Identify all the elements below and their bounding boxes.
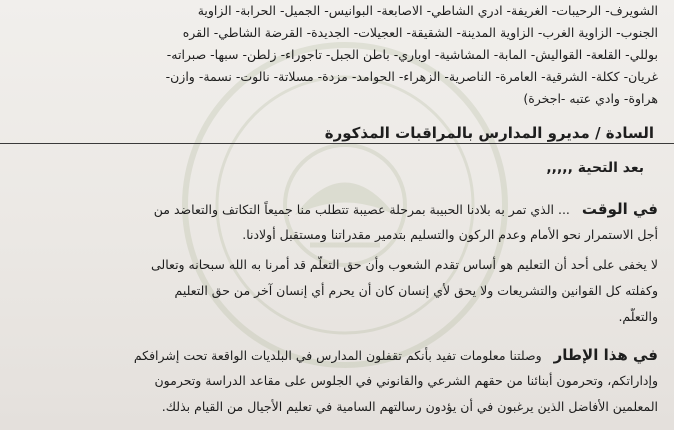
- para1-line-1: [8, 200, 658, 219]
- para1-line-2: أجل الاستمرار نحو الأمام وعدم الركون والتسليم بتدمير مقدراتنا ومستقبل أولادنا.: [242, 227, 658, 242]
- recipients-line-4: غريان- ككلة- الشرقية- العامرة- الناصرية- الزهراء- الحوامد- مزدة- مسلاتة- نالوت- نسمة- وازن-: [165, 69, 658, 84]
- para2-line-3: والتعلّم.: [618, 309, 658, 324]
- recipients-line-5: هراوة- وادي عتبه -اجخرة): [523, 91, 658, 106]
- para3-line-1: [8, 346, 658, 365]
- recipients-line-3: بوللي- القلعة- القواليش- المابة- المشاشية- اوباري- باطن الجبل- تاجوراء- زلطن- سبها- صبراته-: [166, 47, 658, 62]
- para1-lead: في الوقت: [581, 200, 658, 218]
- para3-line-2: وإداراتكم، وتحرمون أبنائنا من حقهم الشرعي والقانوني في الجلوس على مقاعد الدراسة وتحرمون: [154, 373, 658, 388]
- para1-text-1: ... الذي تمر به بلادنا الحبيبة بمرحلة عصيبة تتطلب منا جميعاً التكاتف والتعاضد من: [153, 202, 570, 217]
- para3-text-1: وصلتنا معلومات تفيد بأنكم تقفلون المدارس في البلديات الواقعة تحت إشرافكم: [133, 348, 542, 363]
- recipients-line-2: الجنوب- الزاوية الغرب- الزاوية المدينة- الشقيقة- العجيلات- الجديدة- القرضة الشاطي- القره: [182, 25, 658, 40]
- para3-lead: في هذا الإطار: [553, 346, 658, 364]
- para2-line-1: لا يخفى على أحد أن التعليم هو أساس تقدم الشعوب وأن حق التعلّم قد أمرنا به الله سبحانه وتعالى: [151, 257, 658, 272]
- para2-line-2: وكفلته كل القوانين والتشريعات ولا يحق لأي إنسان كان أن يحرم أي إنسان آخر من حق التعليم: [174, 283, 658, 298]
- greeting: بعد التحية ,,,,,: [546, 160, 644, 176]
- address-heading: السادة / مديرو المدارس بالمراقبات المذكورة: [324, 124, 654, 142]
- recipients-line-1: الشويرف- الرحيبات- الغريفة- ادري الشاطي- الاصابعة- البوانيس- الجميل- الحرابة- الزاوية: [197, 3, 658, 18]
- para3-line-3: المعلمين الأفاضل الذين يرغبون في أن يؤدون رسالتهم السامية في تعليم الأجيال من القيام بذلك.: [161, 399, 658, 414]
- divider: [0, 143, 674, 144]
